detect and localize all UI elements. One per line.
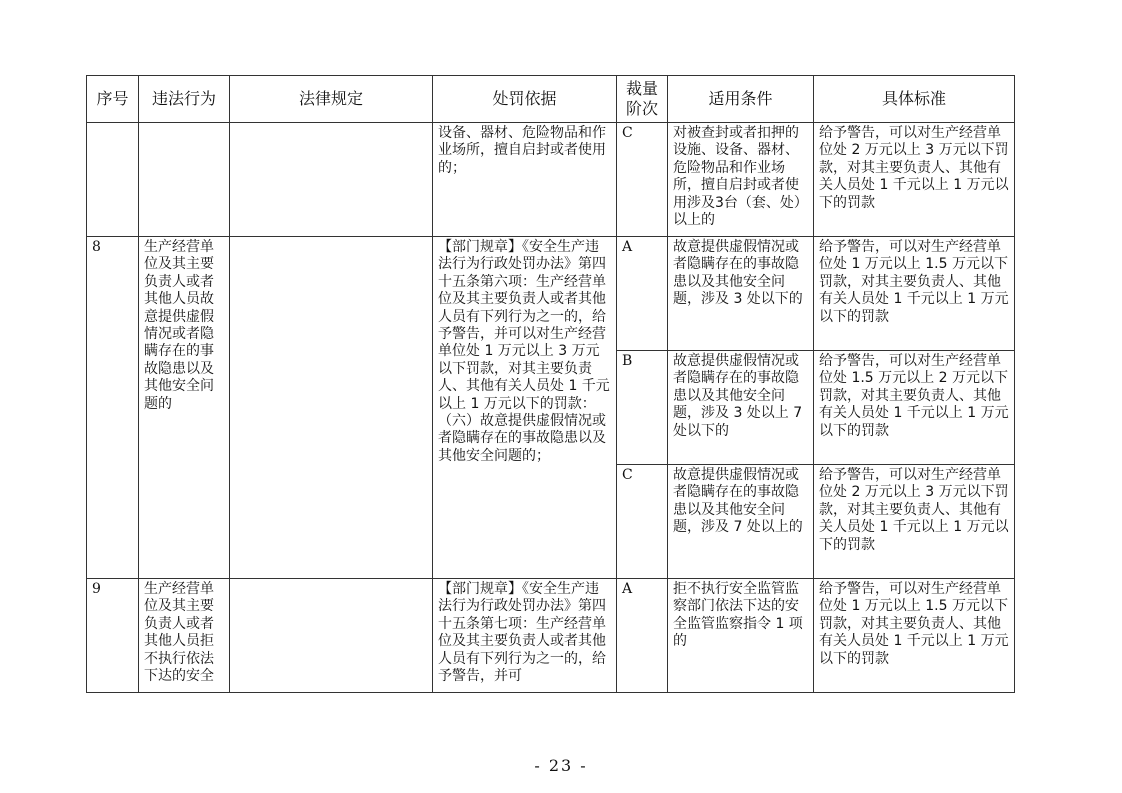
discretion-level-cell: B: [617, 351, 668, 465]
violation-cell: 生产经营单位及其主要负责人或者其他人员拒不执行依法下达的安全: [139, 579, 230, 693]
specific-standard-cell: 给予警告，可以对生产经营单位处 1 万元以上 1.5 万元以下罚款，对其主要负责人、其他有关人员处 1 千元以上 1 万元以下的罚款: [814, 579, 1015, 693]
specific-standard-cell: 给予警告，可以对生产经营单位处 2 万元以上 3 万元以下罚款，对其主要负责人、其他有关人员处 1 千元以上 1 万元以下的罚款: [814, 465, 1015, 579]
specific-standard-cell: 给予警告，可以对生产经营单位处 2 万元以上 3 万元以下罚款，对其主要负责人、其他有关人员处 1 千元以上 1 万元以下的罚款: [814, 123, 1015, 237]
legal-provision-cell: [230, 237, 433, 579]
specific-standard-cell: 给予警告，可以对生产经营单位处 1.5 万元以上 2 万元以下罚款，对其主要负责人、其他有关人员处 1 千元以上 1 万元以下的罚款: [814, 351, 1015, 465]
serial-number-cell: [87, 123, 139, 237]
serial-number-cell: 8: [87, 237, 139, 579]
penalty-basis-cell: 设备、器材、危险物品和作业场所，擅自启封或者使用的；: [433, 123, 617, 237]
applicable-condition-cell: 故意提供虚假情况或者隐瞒存在的事故隐患以及其他安全问题，涉及 7 处以上的: [668, 465, 814, 579]
applicable-condition-cell: 对被查封或者扣押的设施、设备、器材、危险物品和作业场所，擅自启封或者使用涉及3台（套、处）以上的: [668, 123, 814, 237]
applicable-condition-cell: 故意提供虚假情况或者隐瞒存在的事故隐患以及其他安全问题，涉及 3 处以上 7 处以下的: [668, 351, 814, 465]
header-penalty-basis: 处罚依据: [433, 76, 617, 123]
serial-number-cell: 9: [87, 579, 139, 693]
discretion-level-cell: C: [617, 465, 668, 579]
penalty-basis-cell: 【部门规章】《安全生产违法行为行政处罚办法》第四十五条第六项：生产经营单位及其主要负责人或者其他人员有下列行为之一的，给予警告，并可以对生产经营单位处 1 万元以上 3 万元以下罚款，对其主要负责人、其他有关人员处 1 千元以上 1 万元以下的罚款：（六）故意提供虚假情况或者隐瞒存在的事故隐患以及其他安全问题的；: [433, 237, 617, 579]
table-row: [87, 123, 1015, 237]
penalty-standards-table: [86, 75, 1015, 693]
header-violation: 违法行为: [139, 76, 230, 123]
page-number: - 23 -: [534, 756, 588, 775]
applicable-condition-cell: 故意提供虚假情况或者隐瞒存在的事故隐患以及其他安全问题，涉及 3 处以下的: [668, 237, 814, 351]
header-legal-provision: 法律规定: [230, 76, 433, 123]
discretion-level-cell: C: [617, 123, 668, 237]
table-row: [87, 237, 1015, 351]
penalty-basis-cell: 【部门规章】《安全生产违法行为行政处罚办法》第四十五条第七项：生产经营单位及其主要负责人或者其他人员有下列行为之一的，给予警告，并可: [433, 579, 617, 693]
discretion-level-cell: A: [617, 579, 668, 693]
legal-provision-cell: [230, 123, 433, 237]
discretion-level-cell: A: [617, 237, 668, 351]
legal-provision-cell: [230, 579, 433, 693]
header-discretion-level: 裁量阶次: [617, 76, 668, 123]
header-applicable-condition: 适用条件: [668, 76, 814, 123]
specific-standard-cell: 给予警告，可以对生产经营单位处 1 万元以上 1.5 万元以下罚款，对其主要负责人、其他有关人员处 1 千元以上 1 万元以下的罚款: [814, 237, 1015, 351]
header-serial-number: 序号: [87, 76, 139, 123]
table-row: [87, 579, 1015, 693]
table-header-row: [87, 76, 1015, 123]
applicable-condition-cell: 拒不执行安全监管监察部门依法下达的安全监管监察指令 1 项的: [668, 579, 814, 693]
violation-cell: 生产经营单位及其主要负责人或者其他人员故意提供虚假情况或者隐瞒存在的事故隐患以及其他安全问题的: [139, 237, 230, 579]
violation-cell: [139, 123, 230, 237]
header-specific-standard: 具体标准: [814, 76, 1015, 123]
